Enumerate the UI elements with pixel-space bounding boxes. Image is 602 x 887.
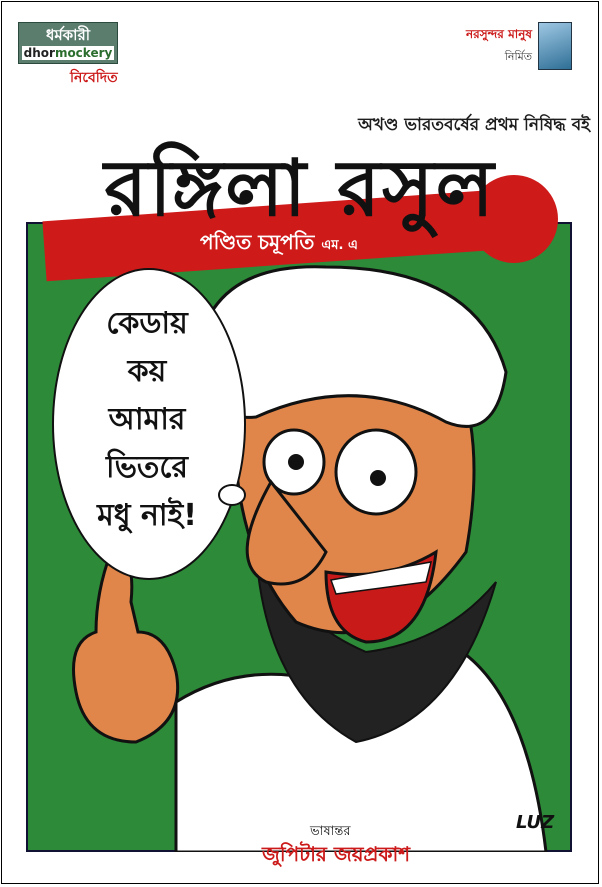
speech-line: আমার bbox=[108, 402, 186, 437]
speech-line: ভিতরে bbox=[105, 450, 188, 485]
cover-subtitle: অখণ্ড ভারতবর্ষের প্রথম নিষিদ্ধ বই bbox=[358, 115, 590, 135]
maker-label: নির্মিত bbox=[504, 50, 532, 63]
author-name: পণ্ডিত চমূপতি bbox=[200, 230, 315, 254]
publisher-logo-latin bbox=[22, 46, 114, 60]
maker-thumbnail bbox=[538, 22, 572, 70]
translator-name: জুপিটার জয়প্রকাশ bbox=[262, 842, 411, 866]
speech-line: কয় bbox=[127, 354, 167, 389]
speech-line: কেডায় bbox=[106, 306, 188, 341]
author-degree: এম. এ bbox=[321, 238, 358, 253]
translator-label: ভাষান্তর bbox=[310, 824, 351, 839]
brand-part-b: mockery bbox=[54, 46, 113, 60]
speech-text bbox=[54, 300, 240, 540]
publisher-logo bbox=[18, 22, 118, 64]
maker-name: নরসুন্দর মানুষ bbox=[465, 27, 532, 41]
book-title: রঙ্গিলা রসুল bbox=[104, 144, 496, 234]
publisher-logo-bengali: ধর্মকারী bbox=[45, 26, 91, 44]
speech-line: মধু নাই! bbox=[97, 498, 197, 533]
presents-label: নিবেদিত bbox=[70, 70, 118, 86]
brand-part-a: dhor bbox=[23, 46, 55, 60]
artist-signature: LUZ bbox=[516, 812, 555, 833]
